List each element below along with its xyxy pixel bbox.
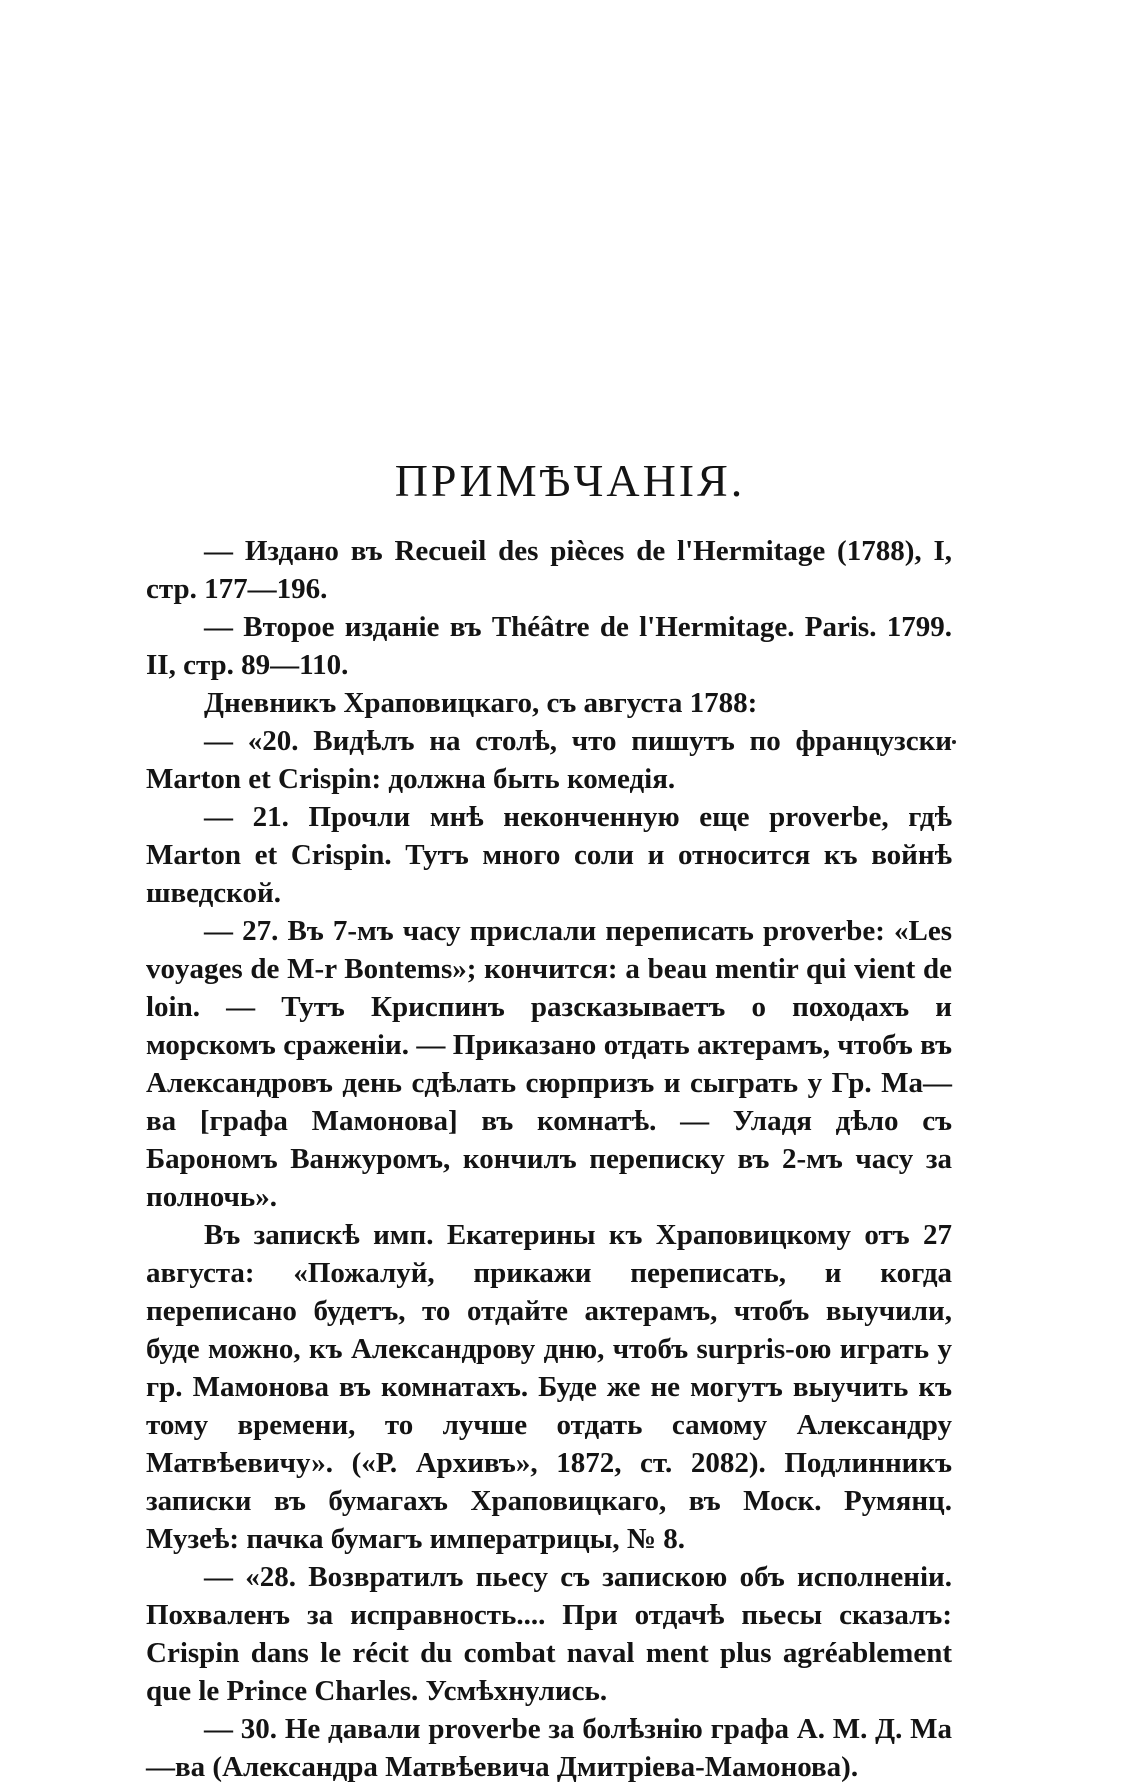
note-paragraph-5: — 21. Прочли мнѣ неконченную еще proverbe, гдѣ Marton et Crispin. Тутъ много соли и относится къ войнѣ шведской. bbox=[146, 801, 952, 909]
note-paragraph-7: Въ запискѣ имп. Екатерины къ Храповицкому отъ 27 августа: «Пожалуй, прикажи переписать, и когда переписано будетъ, то отдайте актерамъ, чтобъ выучили, буде можно, къ Александрову дню, чтобъ surpris-ою играть у гр. Мамонова въ комнатахъ. Буде же не могутъ выучить къ тому времени, то лучше отдать самому Александру Матвѣевичу». («Р. Архивъ», 1872, ст. 2082). Подлинникъ записки въ бумагахъ Храповицкаго, въ Моск. Румянц. Музеѣ: пачка бумагъ императрицы, № 8. bbox=[146, 1219, 952, 1555]
note-paragraph-2: — Второе изданіе въ Théâtre de l'Hermitage. Paris. 1799. II, стр. 89—110. bbox=[146, 611, 952, 681]
notes-body bbox=[146, 532, 952, 1786]
note-paragraph-8: — «28. Возвратилъ пьесу съ запискою объ исполненіи. Похваленъ за исправность.... При отдачѣ пьесы сказалъ: Crispin dans le récit du combat naval ment plus agréablement que le Prince Charles. Усмѣхнулись. bbox=[146, 1561, 952, 1707]
note-paragraph-4: — «20. Видѣлъ на столѣ, что пишутъ по французски Marton et Crispin: должна быть комедія. bbox=[146, 725, 952, 795]
note-paragraph-6: — 27. Въ 7-мъ часу прислали переписать proverbe: «Les voyages de M-r Bontems»; кончится: a beau mentir qui vient de loin. — Тутъ Криспинъ разсказываетъ о походахъ и морскомъ сраженіи. — Приказано отдать актерамъ, чтобъ въ Александровъ день сдѣлать сюрпризъ и сыграть у Гр. Ма—ва [графа Мамонова] въ комнатѣ. — Уладя дѣло съ Барономъ Ванжуромъ, кончилъ переписку въ 2-мъ часу за полночь». bbox=[146, 915, 952, 1213]
note-paragraph-1: — Издано въ Recueil des pièces de l'Hermitage (1788), I, стр. 177—196. bbox=[146, 535, 952, 605]
note-paragraph-9: — 30. Не давали proverbe за болѣзнію графа А. М. Д. Ма—ва (Александра Матвѣевича Дмитріева-Мамонова). bbox=[146, 1713, 952, 1783]
note-paragraph-3: Дневникъ Храповицкаго, съ августа 1788: bbox=[204, 687, 758, 719]
page-title: ПРИМѢЧАНІЯ. bbox=[394, 455, 746, 506]
ink-speck bbox=[952, 740, 956, 744]
